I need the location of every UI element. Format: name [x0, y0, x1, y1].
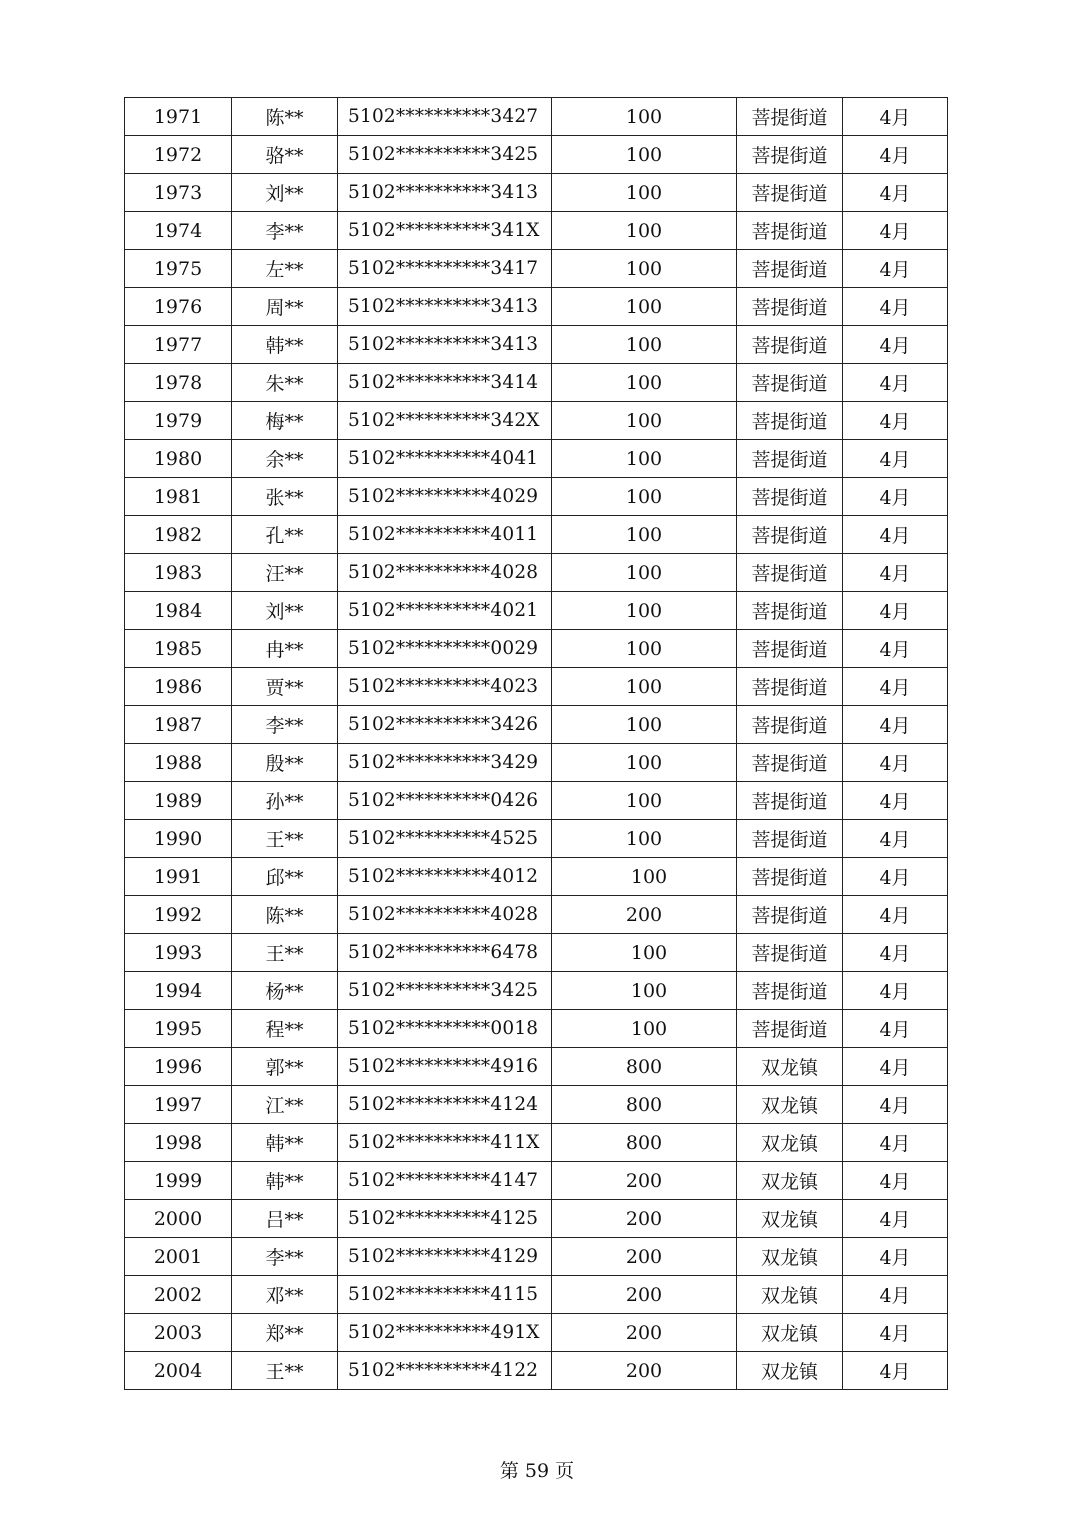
cell-month: 4月	[843, 402, 948, 440]
table-row	[125, 934, 948, 972]
table-row	[125, 1162, 948, 1200]
cell-name: 王**	[232, 1352, 338, 1390]
cell-name: 张**	[232, 478, 338, 516]
cell-serial-number: 1977	[125, 326, 232, 364]
cell-amount: 100	[552, 250, 737, 288]
cell-area: 菩提街道	[737, 668, 843, 706]
cell-name: 孔**	[232, 516, 338, 554]
cell-month: 4月	[843, 820, 948, 858]
table-row	[125, 1010, 948, 1048]
cell-month: 4月	[843, 288, 948, 326]
cell-serial-number: 1984	[125, 592, 232, 630]
cell-month: 4月	[843, 972, 948, 1010]
cell-id-number: 5102**********3429	[338, 744, 552, 782]
cell-amount: 200	[552, 1162, 737, 1200]
cell-month: 4月	[843, 1162, 948, 1200]
cell-amount: 100	[552, 136, 737, 174]
cell-name: 孙**	[232, 782, 338, 820]
cell-serial-number: 1997	[125, 1086, 232, 1124]
cell-name: 贾**	[232, 668, 338, 706]
cell-amount: 100	[552, 972, 737, 1010]
records-table	[124, 97, 948, 1390]
cell-month: 4月	[843, 1048, 948, 1086]
table-row	[125, 516, 948, 554]
cell-serial-number: 1987	[125, 706, 232, 744]
cell-serial-number: 1988	[125, 744, 232, 782]
cell-month: 4月	[843, 554, 948, 592]
cell-amount: 100	[552, 402, 737, 440]
table-row	[125, 896, 948, 934]
cell-area: 菩提街道	[737, 212, 843, 250]
table-row	[125, 858, 948, 896]
cell-amount: 100	[552, 364, 737, 402]
cell-area: 菩提街道	[737, 516, 843, 554]
cell-month: 4月	[843, 1314, 948, 1352]
table-row	[125, 402, 948, 440]
cell-id-number: 5102**********341X	[338, 212, 552, 250]
table-row	[125, 1314, 948, 1352]
cell-amount: 100	[552, 212, 737, 250]
cell-serial-number: 1998	[125, 1124, 232, 1162]
cell-month: 4月	[843, 250, 948, 288]
cell-id-number: 5102**********3413	[338, 288, 552, 326]
cell-amount: 100	[552, 630, 737, 668]
cell-name: 韩**	[232, 326, 338, 364]
table-row	[125, 326, 948, 364]
cell-area: 双龙镇	[737, 1124, 843, 1162]
cell-id-number: 5102**********0029	[338, 630, 552, 668]
cell-amount: 200	[552, 896, 737, 934]
cell-amount: 800	[552, 1124, 737, 1162]
cell-serial-number: 1995	[125, 1010, 232, 1048]
cell-name: 韩**	[232, 1124, 338, 1162]
cell-area: 菩提街道	[737, 630, 843, 668]
cell-id-number: 5102**********3425	[338, 136, 552, 174]
cell-area: 菩提街道	[737, 706, 843, 744]
cell-name: 梅**	[232, 402, 338, 440]
cell-amount: 100	[552, 98, 737, 136]
table-row	[125, 820, 948, 858]
cell-id-number: 5102**********3413	[338, 326, 552, 364]
cell-area: 双龙镇	[737, 1048, 843, 1086]
cell-area: 菩提街道	[737, 782, 843, 820]
cell-id-number: 5102**********3426	[338, 706, 552, 744]
cell-area: 菩提街道	[737, 972, 843, 1010]
cell-id-number: 5102**********4122	[338, 1352, 552, 1390]
cell-name: 陈**	[232, 896, 338, 934]
table-row	[125, 972, 948, 1010]
cell-serial-number: 1991	[125, 858, 232, 896]
cell-serial-number: 1982	[125, 516, 232, 554]
cell-month: 4月	[843, 706, 948, 744]
cell-month: 4月	[843, 592, 948, 630]
cell-name: 李**	[232, 212, 338, 250]
table-row	[125, 1238, 948, 1276]
cell-area: 菩提街道	[737, 744, 843, 782]
cell-area: 菩提街道	[737, 934, 843, 972]
cell-area: 菩提街道	[737, 174, 843, 212]
cell-name: 郭**	[232, 1048, 338, 1086]
cell-area: 菩提街道	[737, 592, 843, 630]
cell-month: 4月	[843, 630, 948, 668]
cell-id-number: 5102**********3417	[338, 250, 552, 288]
cell-amount: 100	[552, 592, 737, 630]
table-row	[125, 364, 948, 402]
cell-area: 菩提街道	[737, 326, 843, 364]
cell-id-number: 5102**********3427	[338, 98, 552, 136]
cell-area: 双龙镇	[737, 1276, 843, 1314]
cell-month: 4月	[843, 934, 948, 972]
cell-serial-number: 1996	[125, 1048, 232, 1086]
cell-month: 4月	[843, 364, 948, 402]
cell-serial-number: 1973	[125, 174, 232, 212]
cell-amount: 100	[552, 516, 737, 554]
cell-id-number: 5102**********4021	[338, 592, 552, 630]
cell-name: 韩**	[232, 1162, 338, 1200]
cell-amount: 100	[552, 782, 737, 820]
cell-id-number: 5102**********3413	[338, 174, 552, 212]
cell-serial-number: 1990	[125, 820, 232, 858]
cell-amount: 100	[552, 706, 737, 744]
cell-amount: 100	[552, 858, 737, 896]
cell-amount: 100	[552, 934, 737, 972]
cell-name: 邓**	[232, 1276, 338, 1314]
cell-name: 李**	[232, 1238, 338, 1276]
cell-month: 4月	[843, 1276, 948, 1314]
cell-amount: 100	[552, 288, 737, 326]
cell-serial-number: 1985	[125, 630, 232, 668]
cell-name: 刘**	[232, 592, 338, 630]
cell-serial-number: 1992	[125, 896, 232, 934]
table-row	[125, 1086, 948, 1124]
cell-serial-number: 1993	[125, 934, 232, 972]
cell-amount: 100	[552, 326, 737, 364]
cell-area: 菩提街道	[737, 554, 843, 592]
cell-name: 左**	[232, 250, 338, 288]
cell-name: 周**	[232, 288, 338, 326]
cell-id-number: 5102**********4916	[338, 1048, 552, 1086]
cell-name: 殷**	[232, 744, 338, 782]
cell-id-number: 5102**********411X	[338, 1124, 552, 1162]
cell-serial-number: 2003	[125, 1314, 232, 1352]
cell-month: 4月	[843, 136, 948, 174]
cell-month: 4月	[843, 1238, 948, 1276]
cell-name: 李**	[232, 706, 338, 744]
cell-name: 江**	[232, 1086, 338, 1124]
cell-amount: 200	[552, 1276, 737, 1314]
cell-serial-number: 1983	[125, 554, 232, 592]
cell-serial-number: 1979	[125, 402, 232, 440]
cell-id-number: 5102**********491X	[338, 1314, 552, 1352]
cell-serial-number: 1974	[125, 212, 232, 250]
cell-area: 菩提街道	[737, 136, 843, 174]
table-row	[125, 554, 948, 592]
cell-name: 王**	[232, 820, 338, 858]
cell-month: 4月	[843, 212, 948, 250]
cell-name: 余**	[232, 440, 338, 478]
table-row	[125, 1048, 948, 1086]
cell-serial-number: 1989	[125, 782, 232, 820]
cell-amount: 200	[552, 1238, 737, 1276]
cell-serial-number: 2000	[125, 1200, 232, 1238]
cell-area: 菩提街道	[737, 820, 843, 858]
cell-id-number: 5102**********3414	[338, 364, 552, 402]
table-row	[125, 98, 948, 136]
cell-id-number: 5102**********0426	[338, 782, 552, 820]
cell-serial-number: 1986	[125, 668, 232, 706]
cell-id-number: 5102**********4115	[338, 1276, 552, 1314]
cell-area: 菩提街道	[737, 98, 843, 136]
cell-serial-number: 1972	[125, 136, 232, 174]
table-row	[125, 1276, 948, 1314]
table-row	[125, 288, 948, 326]
cell-amount: 100	[552, 668, 737, 706]
cell-name: 冉**	[232, 630, 338, 668]
cell-area: 双龙镇	[737, 1314, 843, 1352]
table-row	[125, 706, 948, 744]
cell-amount: 200	[552, 1314, 737, 1352]
cell-month: 4月	[843, 516, 948, 554]
cell-month: 4月	[843, 1200, 948, 1238]
cell-area: 菩提街道	[737, 858, 843, 896]
cell-name: 陈**	[232, 98, 338, 136]
cell-month: 4月	[843, 744, 948, 782]
table-row	[125, 250, 948, 288]
cell-month: 4月	[843, 1124, 948, 1162]
cell-id-number: 5102**********4125	[338, 1200, 552, 1238]
cell-name: 邱**	[232, 858, 338, 896]
cell-month: 4月	[843, 668, 948, 706]
cell-serial-number: 1994	[125, 972, 232, 1010]
cell-id-number: 5102**********4012	[338, 858, 552, 896]
cell-name: 郑**	[232, 1314, 338, 1352]
table-row	[125, 782, 948, 820]
cell-month: 4月	[843, 440, 948, 478]
cell-id-number: 5102**********4029	[338, 478, 552, 516]
cell-amount: 200	[552, 1352, 737, 1390]
cell-serial-number: 1976	[125, 288, 232, 326]
cell-month: 4月	[843, 896, 948, 934]
cell-area: 菩提街道	[737, 478, 843, 516]
cell-area: 菩提街道	[737, 250, 843, 288]
cell-area: 双龙镇	[737, 1162, 843, 1200]
cell-name: 朱**	[232, 364, 338, 402]
cell-serial-number: 1971	[125, 98, 232, 136]
cell-area: 双龙镇	[737, 1352, 843, 1390]
cell-id-number: 5102**********0018	[338, 1010, 552, 1048]
cell-amount: 100	[552, 744, 737, 782]
cell-month: 4月	[843, 98, 948, 136]
table-row	[125, 478, 948, 516]
cell-area: 菩提街道	[737, 896, 843, 934]
cell-amount: 100	[552, 820, 737, 858]
cell-serial-number: 2001	[125, 1238, 232, 1276]
table-row	[125, 1200, 948, 1238]
cell-serial-number: 1978	[125, 364, 232, 402]
cell-id-number: 5102**********4023	[338, 668, 552, 706]
cell-name: 刘**	[232, 174, 338, 212]
cell-amount: 800	[552, 1086, 737, 1124]
cell-name: 杨**	[232, 972, 338, 1010]
cell-serial-number: 1975	[125, 250, 232, 288]
table-row	[125, 744, 948, 782]
cell-amount: 100	[552, 478, 737, 516]
cell-area: 双龙镇	[737, 1238, 843, 1276]
table-row	[125, 136, 948, 174]
cell-month: 4月	[843, 858, 948, 896]
table-row	[125, 440, 948, 478]
cell-id-number: 5102**********4129	[338, 1238, 552, 1276]
cell-id-number: 5102**********4041	[338, 440, 552, 478]
cell-month: 4月	[843, 174, 948, 212]
cell-id-number: 5102**********3425	[338, 972, 552, 1010]
table-row	[125, 212, 948, 250]
cell-area: 菩提街道	[737, 288, 843, 326]
cell-area: 菩提街道	[737, 402, 843, 440]
cell-area: 菩提街道	[737, 440, 843, 478]
cell-serial-number: 2002	[125, 1276, 232, 1314]
records-table-body	[125, 98, 948, 1390]
cell-amount: 100	[552, 440, 737, 478]
cell-amount: 100	[552, 554, 737, 592]
cell-name: 骆**	[232, 136, 338, 174]
cell-id-number: 5102**********4028	[338, 896, 552, 934]
cell-id-number: 5102**********4011	[338, 516, 552, 554]
cell-month: 4月	[843, 1352, 948, 1390]
table-row	[125, 1352, 948, 1390]
cell-area: 菩提街道	[737, 1010, 843, 1048]
cell-serial-number: 1999	[125, 1162, 232, 1200]
cell-month: 4月	[843, 1010, 948, 1048]
cell-month: 4月	[843, 782, 948, 820]
cell-id-number: 5102**********6478	[338, 934, 552, 972]
cell-serial-number: 1980	[125, 440, 232, 478]
cell-name: 王**	[232, 934, 338, 972]
cell-id-number: 5102**********4525	[338, 820, 552, 858]
cell-id-number: 5102**********4124	[338, 1086, 552, 1124]
cell-amount: 800	[552, 1048, 737, 1086]
cell-month: 4月	[843, 326, 948, 364]
cell-month: 4月	[843, 1086, 948, 1124]
table-row	[125, 630, 948, 668]
cell-id-number: 5102**********342X	[338, 402, 552, 440]
table-row	[125, 1124, 948, 1162]
table-row	[125, 174, 948, 212]
page-number: 第 59 页	[499, 1460, 575, 1482]
cell-name: 程**	[232, 1010, 338, 1048]
cell-amount: 200	[552, 1200, 737, 1238]
cell-area: 菩提街道	[737, 364, 843, 402]
cell-id-number: 5102**********4147	[338, 1162, 552, 1200]
cell-name: 汪**	[232, 554, 338, 592]
cell-area: 双龙镇	[737, 1086, 843, 1124]
cell-area: 双龙镇	[737, 1200, 843, 1238]
cell-name: 吕**	[232, 1200, 338, 1238]
table-row	[125, 592, 948, 630]
cell-id-number: 5102**********4028	[338, 554, 552, 592]
cell-amount: 100	[552, 174, 737, 212]
cell-month: 4月	[843, 478, 948, 516]
cell-serial-number: 1981	[125, 478, 232, 516]
table-row	[125, 668, 948, 706]
cell-amount: 100	[552, 1010, 737, 1048]
cell-serial-number: 2004	[125, 1352, 232, 1390]
